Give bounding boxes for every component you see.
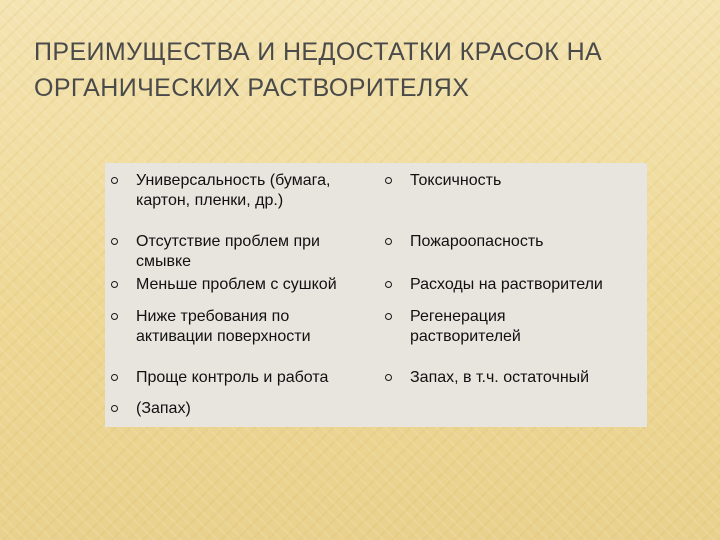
disadvantage-text-line: Пожароопасность bbox=[410, 233, 544, 250]
advantage-text bbox=[136, 307, 311, 347]
advantage-text bbox=[136, 232, 320, 272]
slide-title-line-1: ПРЕИМУЩЕСТВА И НЕДОСТАТКИ КРАСОК НА bbox=[34, 38, 603, 66]
bullet-icon bbox=[111, 281, 118, 288]
advantage-text bbox=[136, 171, 330, 211]
advantage-text-line: картон, пленки, др.) bbox=[136, 192, 284, 209]
disadvantage-text bbox=[410, 368, 589, 388]
disadvantage-text-line: Токсичность bbox=[410, 172, 502, 189]
disadvantage-text-line: Регенерация bbox=[410, 308, 506, 325]
bullet-icon bbox=[111, 405, 118, 412]
advantage-text-line: Проще контроль и работа bbox=[136, 369, 329, 386]
bullet-icon bbox=[385, 374, 392, 381]
disadvantage-text bbox=[410, 307, 521, 347]
bullet-icon bbox=[111, 313, 118, 320]
bullet-icon bbox=[385, 177, 392, 184]
bullet-icon bbox=[385, 238, 392, 245]
advantage-text-line: Ниже требования по bbox=[136, 308, 290, 325]
bullet-icon bbox=[111, 177, 118, 184]
bullet-icon bbox=[111, 374, 118, 381]
advantage-text-line: активации поверхности bbox=[136, 328, 311, 345]
bullet-icon bbox=[111, 238, 118, 245]
advantage-text-line: смывке bbox=[136, 253, 192, 270]
advantage-text bbox=[136, 399, 191, 419]
advantage-text-line: Отсутствие проблем при bbox=[136, 233, 320, 250]
advantage-text bbox=[136, 368, 328, 388]
advantage-text-line: (Запах) bbox=[136, 400, 191, 417]
disadvantage-text-line: Расходы на растворители bbox=[410, 276, 603, 293]
disadvantage-text bbox=[410, 275, 603, 295]
disadvantage-text bbox=[410, 171, 501, 191]
bullet-icon bbox=[385, 313, 392, 320]
slide-title bbox=[34, 34, 684, 106]
bullet-icon bbox=[385, 281, 392, 288]
comparison-table bbox=[105, 163, 647, 427]
disadvantage-text-line: Запах, в т.ч. остаточный bbox=[410, 369, 590, 386]
slide-title-line-2: ОРГАНИЧЕСКИХ РАСТВОРИТЕЛЯХ bbox=[34, 74, 470, 102]
advantage-text-line: Универсальность (бумага, bbox=[136, 172, 331, 189]
advantage-text-line: Меньше проблем с сушкой bbox=[136, 276, 337, 293]
disadvantage-text bbox=[410, 232, 543, 252]
disadvantage-text-line: растворителей bbox=[410, 328, 521, 345]
advantage-text bbox=[136, 275, 337, 295]
